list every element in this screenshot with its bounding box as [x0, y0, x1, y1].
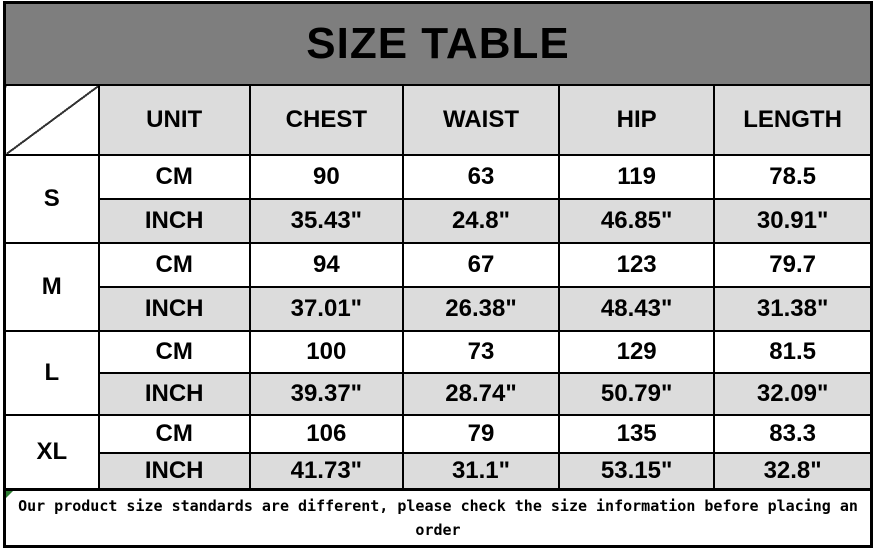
measurement-cell: 31.38"	[714, 287, 871, 331]
size-label-cell: S	[5, 155, 99, 243]
table-row	[5, 287, 872, 331]
corner-marker-triangle	[6, 491, 13, 498]
measurement-cell: 79.7	[714, 243, 871, 287]
measurement-cell: 123	[559, 243, 714, 287]
measurement-cell: 83.3	[714, 415, 871, 453]
measurement-cell: 48.43"	[559, 287, 714, 331]
header-cell-hip: HIP	[559, 85, 714, 155]
table-row	[5, 199, 872, 243]
measurement-cell: 73	[403, 331, 559, 373]
unit-label-cell: INCH	[99, 199, 250, 243]
page-title: SIZE TABLE	[5, 3, 872, 86]
size-label-cell: L	[5, 331, 99, 415]
measurement-cell: 90	[250, 155, 403, 199]
measurement-cell: 78.5	[714, 155, 871, 199]
measurement-cell: 79	[403, 415, 559, 453]
measurement-cell: 46.85"	[559, 199, 714, 243]
size-label-cell: XL	[5, 415, 99, 490]
measurement-cell: 106	[250, 415, 403, 453]
unit-label-cell: INCH	[99, 287, 250, 331]
measurement-cell: 35.43"	[250, 199, 403, 243]
measurement-cell: 41.73"	[250, 453, 403, 490]
measurement-cell: 81.5	[714, 331, 871, 373]
table-row	[5, 373, 872, 415]
measurement-cell: 32.8"	[714, 453, 871, 490]
table-row	[5, 453, 872, 490]
size-table	[3, 1, 873, 491]
unit-label-cell: INCH	[99, 453, 250, 490]
table-row	[5, 243, 872, 287]
measurement-cell: 32.09"	[714, 373, 871, 415]
unit-label-cell: CM	[99, 155, 250, 199]
measurement-cell: 30.91"	[714, 199, 871, 243]
measurement-cell: 135	[559, 415, 714, 453]
unit-label-cell: CM	[99, 243, 250, 287]
measurement-cell: 119	[559, 155, 714, 199]
measurement-cell: 94	[250, 243, 403, 287]
header-row	[5, 85, 872, 155]
unit-label-cell: INCH	[99, 373, 250, 415]
table-row	[5, 415, 872, 453]
header-cell-unit: UNIT	[99, 85, 250, 155]
size-label-cell: M	[5, 243, 99, 331]
header-cell-length: LENGTH	[714, 85, 871, 155]
unit-label-cell: CM	[99, 331, 250, 373]
unit-label-cell: CM	[99, 415, 250, 453]
measurement-cell: 28.74"	[403, 373, 559, 415]
title-row	[5, 3, 872, 86]
measurement-cell: 50.79"	[559, 373, 714, 415]
measurement-cell: 39.37"	[250, 373, 403, 415]
measurement-cell: 67	[403, 243, 559, 287]
measurement-cell: 129	[559, 331, 714, 373]
measurement-cell: 26.38"	[403, 287, 559, 331]
header-cell-chest: CHEST	[250, 85, 403, 155]
measurement-cell: 31.1"	[403, 453, 559, 490]
measurement-cell: 53.15"	[559, 453, 714, 490]
measurement-cell: 24.8"	[403, 199, 559, 243]
size-note-box	[3, 491, 873, 548]
measurement-cell: 63	[403, 155, 559, 199]
table-row	[5, 155, 872, 199]
header-cell-waist: WAIST	[403, 85, 559, 155]
table-row	[5, 331, 872, 373]
measurement-cell: 100	[250, 331, 403, 373]
size-note-text: Our product size standards are different, please check the size information before placing an order	[18, 497, 858, 539]
corner-diagonal-cell	[5, 85, 99, 155]
size-chart-frame	[3, 1, 873, 548]
measurement-cell: 37.01"	[250, 287, 403, 331]
